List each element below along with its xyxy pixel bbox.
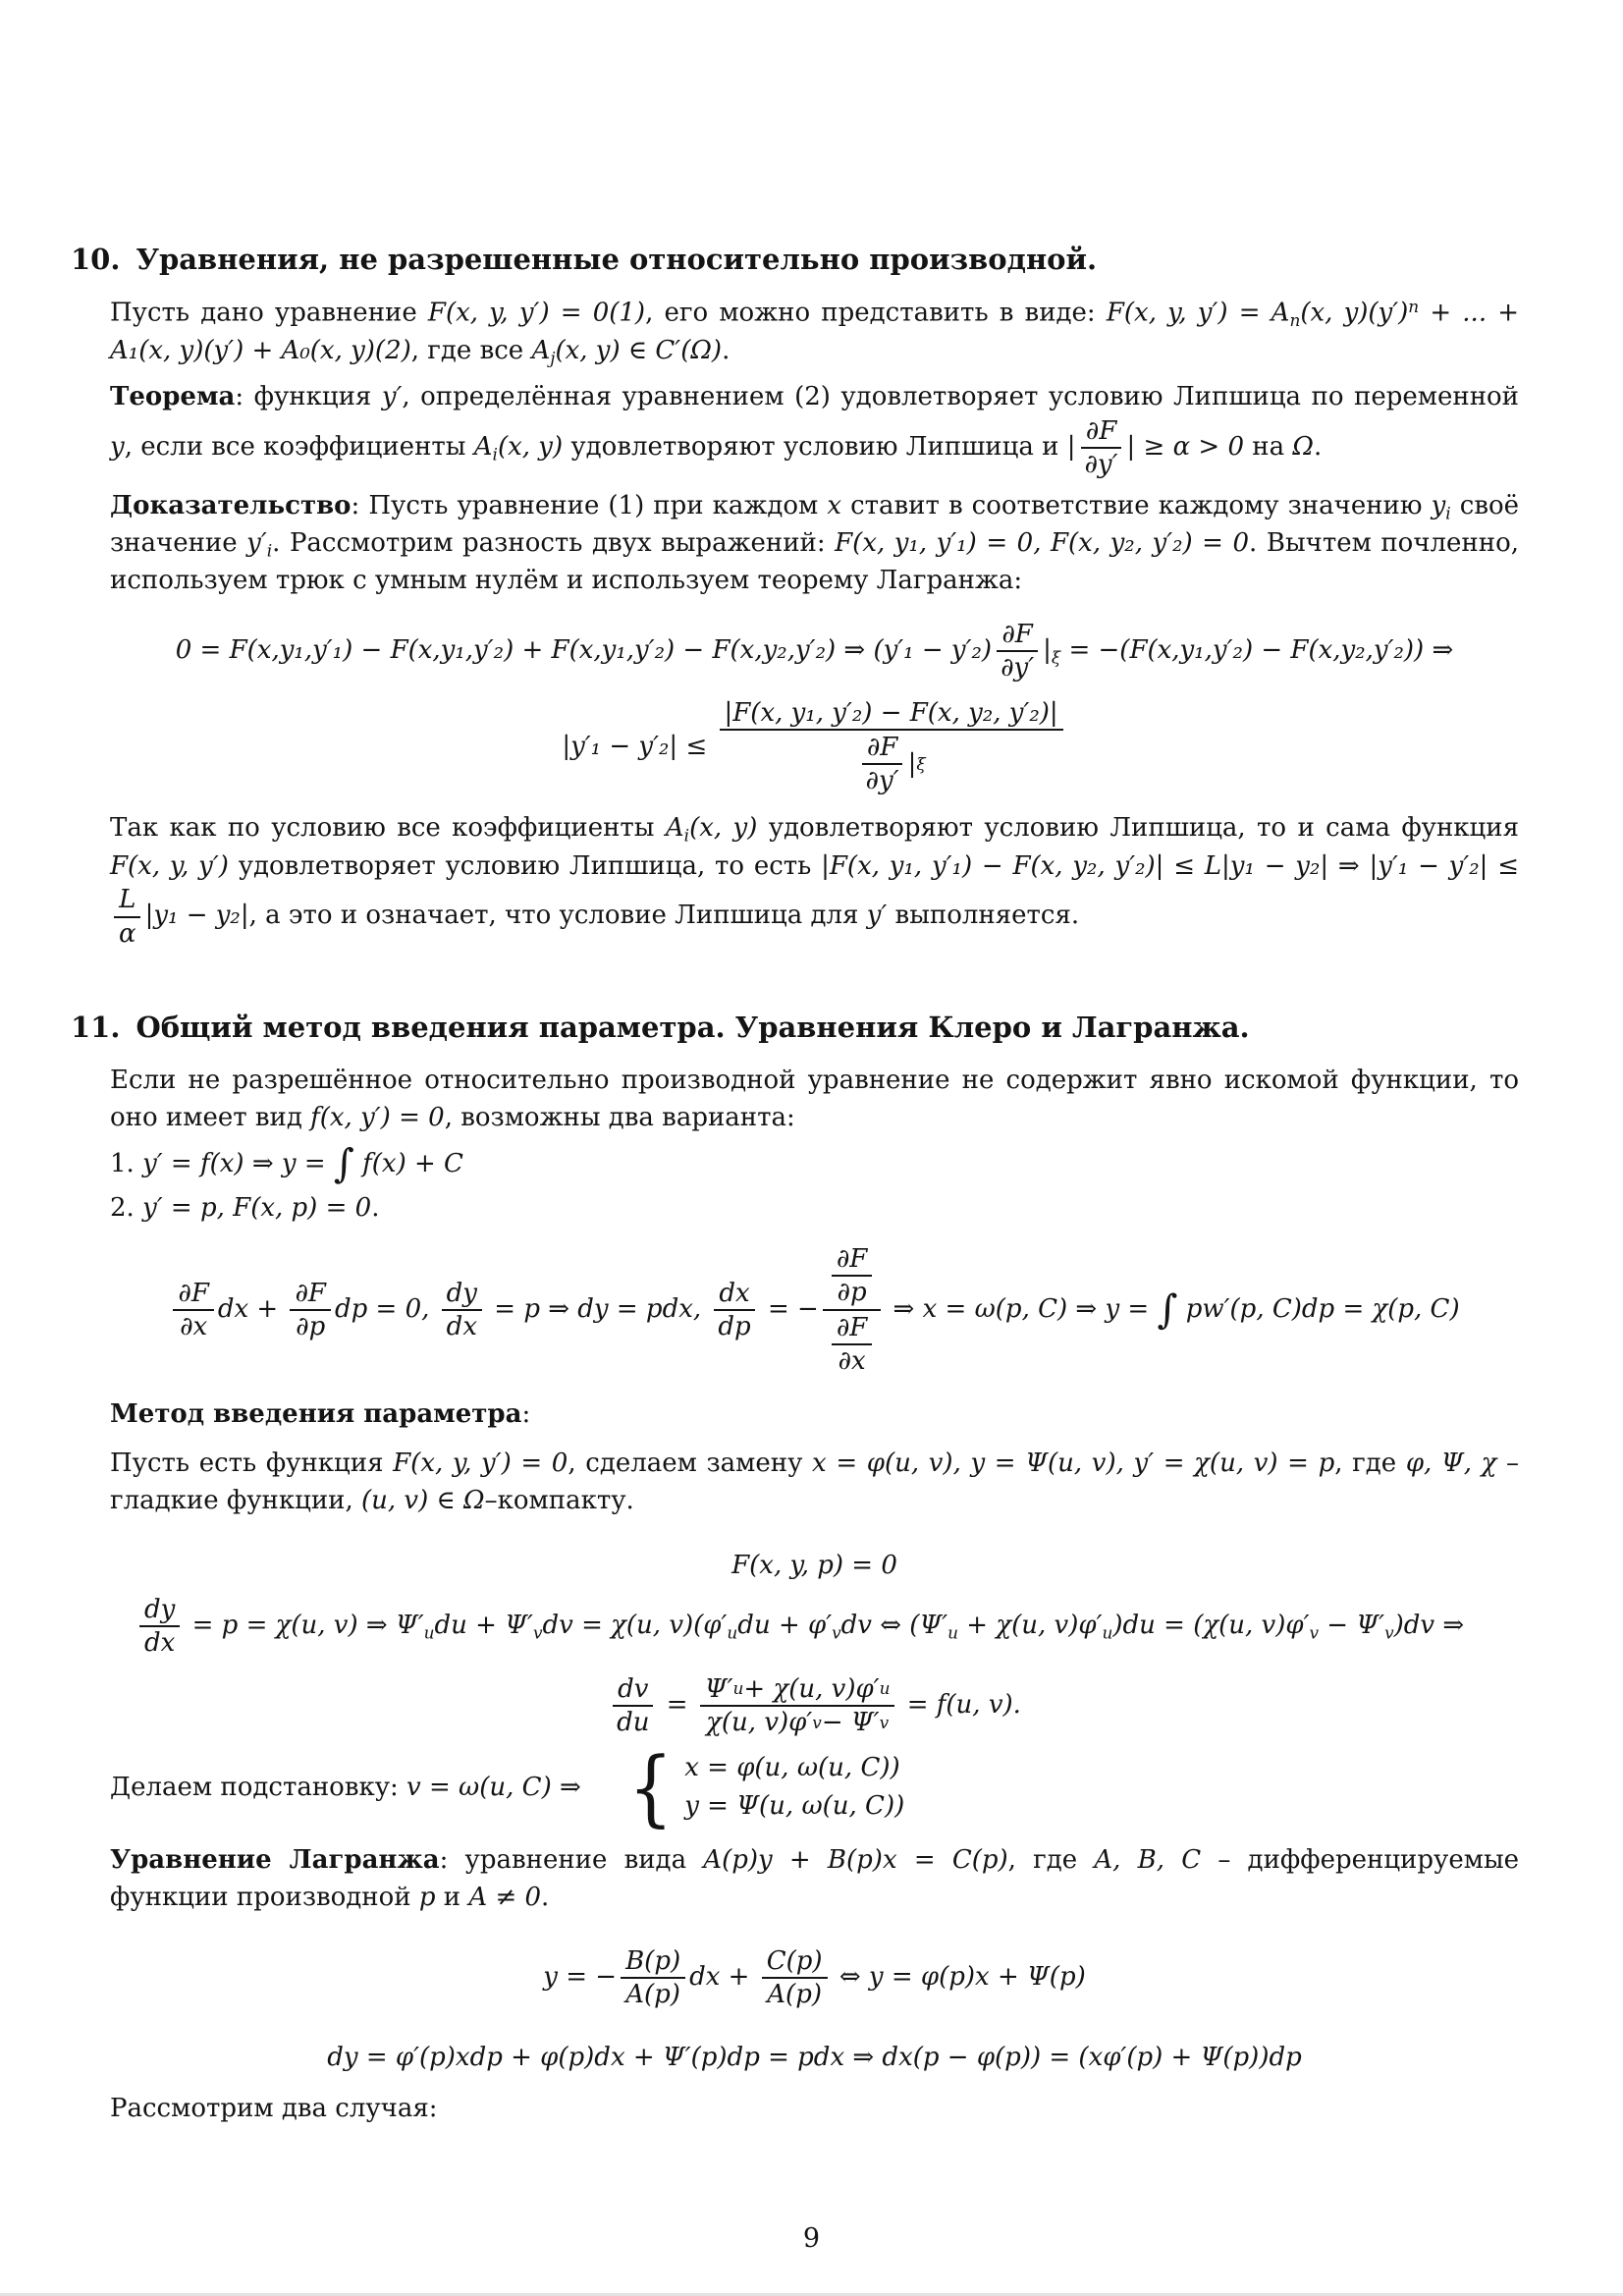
outro-paragraph — [110, 2091, 1519, 2128]
numerator — [720, 698, 1063, 731]
text-run: u — [727, 1622, 738, 1643]
text-run: A — [665, 813, 684, 844]
text-run: C(p) — [766, 1946, 823, 1977]
denominator — [442, 1311, 482, 1341]
text-run: A ≠ 0 — [468, 1883, 542, 1913]
text-run: ⇔ y = φ(p)x + Ψ(p) — [831, 1962, 1086, 1993]
text-run: – гладкие функции, — [110, 1448, 1520, 1515]
denominator — [1079, 449, 1122, 479]
text-run: du + Ψ′ — [434, 1611, 533, 1641]
text-run: i — [266, 540, 273, 561]
text-run: : — [521, 1399, 531, 1430]
text-run: χ(u, v)φ′ — [706, 1707, 813, 1737]
text-run: y′ = f(x) ⇒ y = — [142, 1148, 334, 1178]
text-run: . — [541, 1883, 550, 1913]
numerator — [700, 1674, 895, 1707]
text-run: i — [492, 444, 498, 465]
text-run: ∂F — [1085, 415, 1117, 446]
fraction — [823, 1243, 881, 1377]
text-run: i — [683, 825, 690, 846]
text-run: u — [1102, 1622, 1113, 1643]
text-run: A, B, C — [1094, 1845, 1202, 1876]
denominator — [834, 1345, 871, 1376]
text-run: удовлетворяет условию Липшица, то есть — [228, 850, 822, 881]
text-run: ∂y′ — [1084, 449, 1118, 479]
cases-brace: { — [627, 1738, 674, 1835]
fraction — [861, 733, 904, 795]
text-run: : уравнение вида — [439, 1845, 704, 1876]
text-run: ∂p — [837, 1277, 867, 1307]
text-run: | ≥ α > 0 — [1126, 431, 1245, 462]
text-run: p — [418, 1883, 436, 1913]
denominator — [291, 1311, 330, 1341]
case-line-x — [684, 1752, 904, 1785]
text-run: – дифференцируемые функции производной — [110, 1845, 1520, 1913]
text-run: : Пусть уравнение (1) при каждом — [351, 490, 828, 520]
proof-paragraph — [110, 488, 1519, 600]
text-run: ∂F — [295, 1278, 326, 1308]
proof-conclusion-paragraph — [110, 810, 1519, 948]
text-run: du + φ′ — [737, 1611, 833, 1641]
text-run: удовлетворяют условию Липшица и — [563, 431, 1067, 462]
text-run: ∂F — [178, 1278, 209, 1308]
numerator — [823, 1243, 881, 1311]
section-10 — [71, 242, 1520, 949]
text-run: , где все — [410, 335, 532, 365]
text-run: Так как по условию все коэффициенты — [110, 813, 666, 844]
text-run: dy — [144, 1595, 176, 1625]
text-run: Делаем подстановку: — [110, 1772, 407, 1802]
text-run: ∂x — [180, 1311, 208, 1341]
text-run: = — [658, 1689, 696, 1720]
fraction — [832, 1244, 872, 1307]
text-run: | — [1066, 431, 1076, 462]
text-run: − Ψ′ — [821, 1707, 880, 1737]
text-run: y′ — [381, 381, 403, 411]
text-run: Ψ′ — [704, 1673, 733, 1704]
text-run: Рассмотрим два случая: — [110, 2094, 438, 2124]
text-run: F(x, y, y′) = 0 — [393, 1448, 568, 1478]
equation-dy-expansion — [110, 2042, 1519, 2074]
text-run: ∂p — [296, 1311, 326, 1341]
denominator — [762, 1979, 827, 2009]
text-run: du — [617, 1707, 650, 1737]
text-run: ∂F — [836, 1312, 868, 1342]
denominator — [139, 1627, 180, 1658]
text-run: 1. — [110, 1148, 143, 1178]
fraction — [139, 1595, 180, 1658]
text-run: n — [1408, 297, 1420, 317]
section-11-heading — [71, 1010, 1519, 1045]
text-run: 2. — [110, 1192, 143, 1223]
text-run: y — [110, 431, 125, 462]
text-run: ∂F — [866, 733, 898, 763]
text-run: dp = 0, — [334, 1293, 438, 1324]
text-run: j — [550, 348, 556, 368]
text-run: − Ψ′ — [1319, 1611, 1385, 1641]
text-run: = f(u, v). — [898, 1689, 1021, 1720]
text-run: u — [423, 1622, 435, 1643]
text-run: выполняется. — [887, 901, 1080, 931]
denominator — [996, 652, 1039, 683]
text-run: x — [827, 490, 841, 520]
text-run: n — [1289, 310, 1301, 331]
text-run: ξ — [916, 754, 926, 775]
numerator — [442, 1279, 482, 1311]
numerator — [832, 1244, 872, 1277]
section-11-number: 11. — [71, 1010, 121, 1044]
text-run: (x, y)(y′) — [1300, 298, 1409, 328]
numerator — [114, 885, 140, 917]
substitution-system — [110, 1738, 1519, 1835]
equation-parameter-derivation — [110, 1243, 1519, 1377]
fraction — [290, 1279, 330, 1341]
denominator — [114, 918, 141, 949]
text-run: L — [119, 885, 136, 915]
equation-dvdu — [110, 1674, 1519, 1737]
text-run: Если не разрешённое относительно производной уравнение не содержит явно искомой функции, то оно имеет вид — [110, 1065, 1519, 1132]
text-run: i — [1445, 503, 1451, 523]
text-run: , возможны два варианта: — [444, 1102, 795, 1132]
denominator — [621, 1979, 685, 2009]
text-run: A(p)y + B(p)x = C(p) — [703, 1845, 1008, 1876]
text-run: и — [435, 1883, 469, 1913]
section-11-intro-paragraph — [110, 1063, 1519, 1137]
numerator — [139, 1595, 180, 1627]
denominator — [713, 1311, 755, 1341]
text-run: , где — [1007, 1845, 1095, 1876]
section-11 — [71, 1010, 1520, 2128]
text-run: v — [1309, 1622, 1320, 1643]
text-run: F(x, y, y′) = A — [1106, 298, 1290, 328]
text-run: A(p) — [625, 1980, 680, 2010]
text-run: α — [119, 918, 136, 949]
text-run: v — [832, 1622, 841, 1643]
section-10-intro-paragraph — [110, 295, 1519, 370]
numerator — [621, 1946, 685, 1979]
text-run: y = − — [543, 1962, 618, 1993]
section-10-number: 10. — [71, 243, 121, 276]
theorem-paragraph — [110, 379, 1519, 479]
fraction — [1079, 416, 1122, 479]
denominator — [852, 731, 931, 796]
denominator — [612, 1707, 654, 1737]
text-run: (x, y) — [497, 431, 564, 462]
text-run: , определённая уравнением (2) удовлетворяет условию Липшица по переменной — [402, 381, 1520, 411]
text-run: dy = φ′(p)xdp + φ(p)dx + Ψ′(p)dp = pdx ⇒ dx(p − φ(p)) = (xφ′(p) + Ψ(p))dp — [327, 2042, 1302, 2072]
text-run: ⇒ x = ω(p, C) ⇒ y = — [885, 1293, 1158, 1324]
text-run: | — [1043, 635, 1052, 666]
text-run: + χ(u, v)φ′ — [958, 1611, 1103, 1641]
text-run: dv ⇔ (Ψ′ — [840, 1611, 948, 1641]
text-run: f(x) + C — [353, 1148, 463, 1178]
text-run: |y′₁ − y′₂| ≤ — [562, 732, 716, 762]
text-run: : функция — [235, 381, 382, 411]
text-run: = p ⇒ dy = pdx, — [486, 1293, 710, 1324]
fraction — [612, 1674, 654, 1737]
numerator — [714, 1279, 754, 1311]
text-run: = p = χ(u, v) ⇒ Ψ′ — [184, 1611, 424, 1641]
text-run: u — [879, 1678, 891, 1699]
text-run: A(p) — [767, 1980, 822, 2010]
text-run: ξ — [1051, 647, 1061, 668]
text-run: v — [879, 1712, 890, 1732]
numerator — [832, 1313, 872, 1345]
text-run: ∂y′ — [1001, 653, 1035, 683]
page-number: 9 — [802, 2223, 821, 2254]
text-run: ∂F — [1001, 620, 1033, 650]
text-run: на — [1244, 431, 1293, 462]
section-10-title: Уравнения, не разрешенные относительно производной. — [135, 243, 1098, 276]
text-run: = −(F(x,y₁,y′₂) − F(x,y₂,y′₂)) ⇒ — [1060, 635, 1454, 666]
equation-lipschitz-bound — [110, 698, 1519, 796]
text-run: . — [1313, 431, 1323, 462]
fraction — [442, 1279, 482, 1341]
text-run: u — [732, 1678, 744, 1699]
numerator — [290, 1279, 330, 1311]
text-run: , сделаем замену — [568, 1448, 813, 1478]
numerator — [173, 1279, 213, 1311]
text-run: ∂y′ — [865, 766, 899, 796]
text-run: . — [722, 335, 730, 365]
lagrange-equation-paragraph — [110, 1842, 1519, 1917]
text-run: x = φ(u, v), y = Ψ(u, v), y′ = χ(u, v) = p — [812, 1448, 1335, 1478]
fraction — [700, 1674, 895, 1737]
text-run: v = ω(u, C) ⇒ — [406, 1772, 581, 1802]
text-run: Доказательство — [110, 490, 352, 520]
text-run: F(x, y₁, y′₁) = 0, F(x, y₂, y′₂) = 0 — [835, 528, 1250, 559]
text-run: |F(x, y₁, y′₂) − F(x, y₂, y′₂)| — [724, 698, 1058, 729]
text-run: . Рассмотрим разность двух выражений: — [272, 528, 836, 559]
text-run: , а это и означает, что условие Липшица для — [248, 901, 867, 931]
equation-dydx-substitution — [110, 1595, 1519, 1658]
equation-y-solution — [110, 1946, 1519, 2009]
text-run: |F(x, y₁, y′₁) − F(x, y₂, y′₂)| ≤ L|y₁ − y₂| ⇒ |y′₁ − y′₂| ≤ — [821, 850, 1519, 881]
text-run: |y₁ − y₂| — [144, 901, 249, 931]
equation-f-xyp — [110, 1550, 1519, 1582]
text-run: своё значение — [110, 490, 1520, 559]
text-run: y′ — [246, 528, 267, 559]
numerator — [997, 620, 1037, 652]
case-line-y — [684, 1790, 904, 1824]
denominator — [861, 765, 904, 795]
fraction — [114, 885, 141, 948]
text-run: ∂F — [836, 1243, 868, 1274]
equation-lagrange-trick — [110, 620, 1519, 683]
substitution-label — [110, 1772, 581, 1805]
method-intro-paragraph — [110, 1446, 1519, 1520]
text-run: , где — [1334, 1448, 1406, 1478]
fraction — [762, 1946, 828, 2009]
text-run: A — [531, 335, 551, 365]
text-run: dx + — [217, 1293, 287, 1324]
text-run: dx + — [689, 1962, 758, 1993]
text-run: dx — [144, 1628, 176, 1659]
text-run: Метод введения параметра — [110, 1399, 522, 1430]
text-run: x = φ(u, ω(u, C)) — [684, 1753, 900, 1783]
text-run: Теорема — [110, 381, 236, 411]
fraction — [173, 1279, 213, 1341]
text-run: , если все коэффициенты — [124, 431, 474, 462]
text-run: F(x, y, y′) = 0(1) — [427, 298, 646, 328]
text-run: 0 = F(x,y₁,y′₁) − F(x,y₁,y′₂) + F(x,y₁,y′₂) − F(x,y₂,y′₂) ⇒ (y′₁ − y′₂) — [175, 635, 993, 666]
text-run: ∂x — [838, 1345, 866, 1376]
text-run: . — [371, 1192, 380, 1223]
text-run: pw′(p, C)dp = χ(p, C) — [1177, 1293, 1460, 1324]
text-run: y′ = p, F(x, p) = 0 — [142, 1192, 372, 1223]
text-run: ∫ — [333, 1140, 354, 1187]
cases-lines — [684, 1752, 904, 1824]
variant-2-line — [110, 1190, 1519, 1228]
text-run: f(x, y′) = 0 — [310, 1102, 445, 1132]
text-run: (u, v) ∈ Ω — [361, 1485, 485, 1515]
text-run: Ω — [1292, 431, 1314, 462]
text-run: (x, y) ∈ C′(Ω) — [555, 335, 723, 365]
numerator — [1081, 416, 1121, 449]
text-run: + χ(u, v)φ′ — [743, 1673, 880, 1704]
text-run: y — [1431, 490, 1446, 520]
text-run: F(x, y, y′) — [110, 850, 229, 881]
text-run: + ... + A₁(x, y)(y′) + A₀(x, y)(2) — [110, 298, 1520, 365]
text-run: )du = (χ(u, v)φ′ — [1112, 1611, 1310, 1641]
text-run: B(p) — [625, 1946, 681, 1977]
text-run: –компакту. — [484, 1485, 634, 1515]
text-run: v — [532, 1622, 543, 1643]
denominator — [175, 1311, 212, 1341]
numerator — [762, 1946, 828, 1979]
text-run: dp — [718, 1311, 751, 1341]
numerator — [862, 733, 902, 765]
text-run: ставит в соответствие каждому значению — [841, 490, 1432, 520]
text-run: )dv ⇒ — [1393, 1611, 1465, 1641]
denominator — [701, 1707, 893, 1737]
text-run: удовлетворяют условию Липшица, то и сама функция — [757, 813, 1520, 844]
text-run: | — [907, 749, 917, 780]
text-run: (x, y) — [689, 813, 758, 844]
fraction — [713, 1279, 755, 1341]
denominator — [833, 1277, 872, 1307]
numerator — [613, 1674, 653, 1707]
text-run: Пусть есть функция — [110, 1448, 394, 1478]
fraction — [996, 620, 1039, 683]
text-run: y′ — [866, 901, 888, 931]
denominator — [823, 1311, 881, 1377]
text-run: Уравнение Лагранжа — [110, 1845, 440, 1876]
text-run: Пусть дано уравнение — [110, 298, 428, 328]
method-heading — [110, 1396, 1519, 1434]
fraction — [832, 1313, 872, 1376]
text-run: dx — [719, 1278, 750, 1308]
text-run: A — [473, 431, 493, 462]
text-run: , его можно представить в виде: — [645, 298, 1107, 328]
text-run: v — [1384, 1622, 1394, 1643]
text-run: ∫ — [1157, 1285, 1178, 1333]
text-run: φ, Ψ, χ — [1405, 1448, 1497, 1478]
text-run: u — [947, 1622, 959, 1643]
text-run: dv = χ(u, v)(φ′ — [542, 1611, 728, 1641]
section-10-heading — [71, 242, 1519, 277]
variant-1-line — [110, 1140, 1519, 1187]
fraction — [720, 698, 1063, 796]
section-11-title: Общий метод введения параметра. Уравнения Клеро и Лагранжа. — [135, 1010, 1250, 1044]
text-run: dx — [446, 1311, 477, 1341]
text-run: dv — [618, 1673, 649, 1704]
fraction — [621, 1946, 685, 2009]
text-run: y = Ψ(u, ω(u, C)) — [684, 1791, 905, 1822]
text-run: v — [812, 1712, 822, 1732]
text-run: F(x, y, p) = 0 — [731, 1550, 897, 1580]
text-run: = − — [759, 1293, 819, 1324]
text-run: dy — [446, 1278, 477, 1308]
text-run: . Вычтем почленно, используем трюк с умным нулём и используем теорему Лагранжа: — [110, 528, 1519, 596]
